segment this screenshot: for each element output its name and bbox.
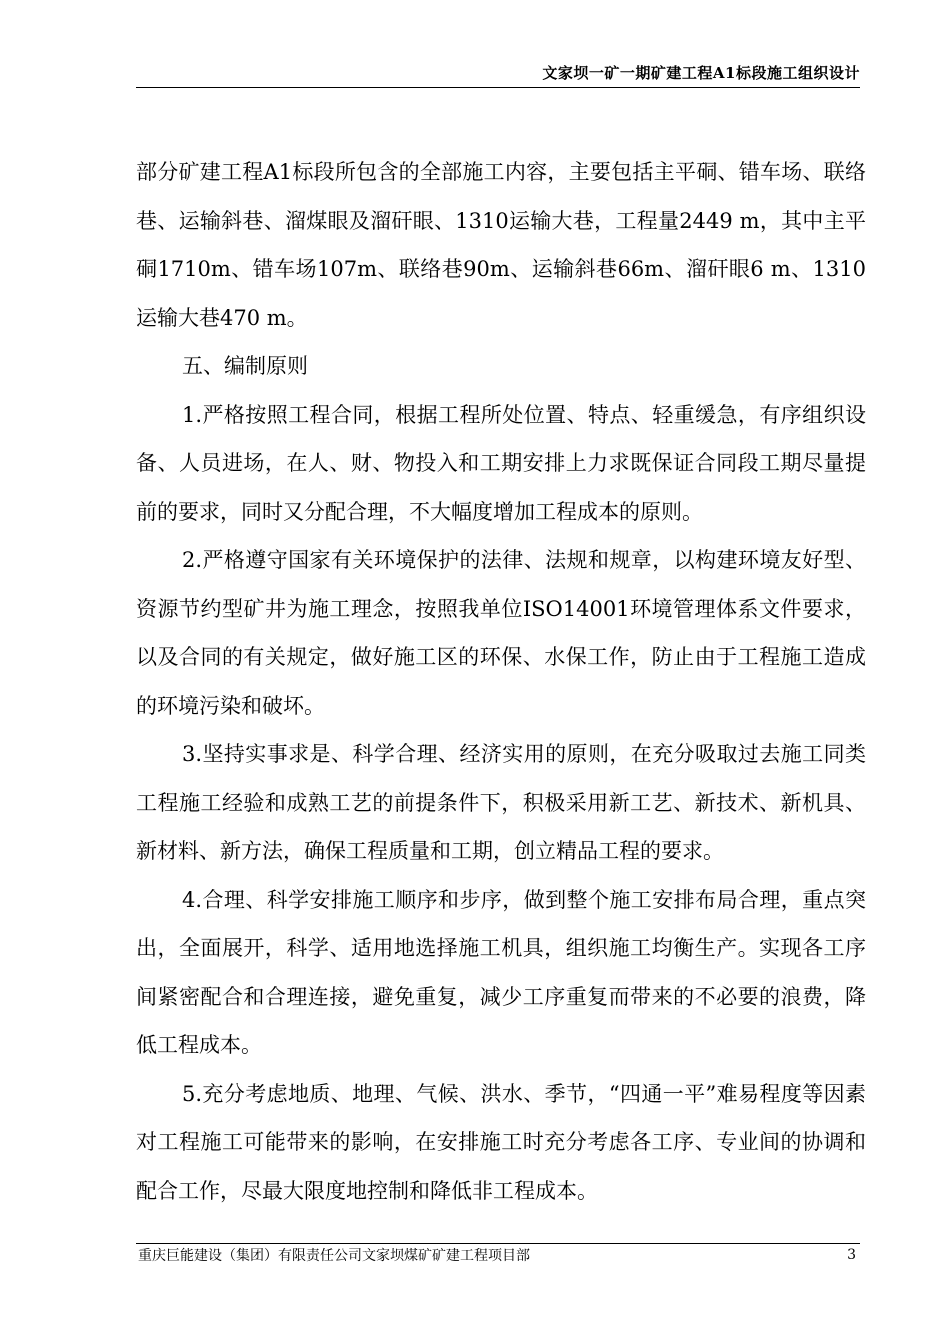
document-body xyxy=(136,148,866,1215)
principle-1: 1.严格按照工程合同，根据工程所处位置、特点、轻重缓急，有序组织设备、人员进场，在人、财、物投入和工期安排上力求既保证合同段工期尽量提前的要求，同时又分配合理，不大幅度增加工程成本的原则。 xyxy=(136,402,866,524)
page-number: 3 xyxy=(847,1247,856,1263)
principle-2: 2.严格遵守国家有关环境保护的法律、法规和规章，以构建环境友好型、资源节约型矿井为施工理念，按照我单位ISO14001环境管理体系文件要求，以及合同的有关规定，做好施工区的环保、水保工作，防止由于工程施工造成的环境污染和破坏。 xyxy=(136,548,866,718)
principle-5: 5.充分考虑地质、地理、气候、洪水、季节，“四通一平”难易程度等因素对工程施工可能带来的影响，在安排施工时充分考虑各工序、专业间的协调和配合工作，尽最大限度地控制和降低非工程成本。 xyxy=(136,1081,866,1203)
footer-rule xyxy=(136,1243,860,1244)
principle-4: 4.合理、科学安排施工顺序和步序，做到整个施工安排布局合理，重点突出，全面展开，科学、适用地选择施工机具，组织施工均衡生产。实现各工序间紧密配合和合理连接，避免重复，减少工序重复而带来的不必要的浪费，降低工程成本。 xyxy=(136,887,866,1057)
document-title: 文家坝一矿一期矿建工程A1标段施工组织设计 xyxy=(542,64,860,82)
footer-organization: 重庆巨能建设（集团）有限责任公司文家坝煤矿矿建工程项目部 xyxy=(138,1248,530,1264)
section-heading: 五、编制原则 xyxy=(182,354,308,378)
header-rule xyxy=(136,87,860,88)
principle-3: 3.坚持实事求是、科学合理、经济实用的原则，在充分吸取过去施工同类工程施工经验和成熟工艺的前提条件下，积极采用新工艺、新技术、新机具、新材料、新方法，确保工程质量和工期，创立精品工程的要求。 xyxy=(136,742,866,863)
continuation-paragraph: 部分矿建工程A1标段所包含的全部施工内容，主要包括主平硐、错车场、联络巷、运输斜巷、溜煤眼及溜矸眼、1310运输大巷，工程量2449 m，其中主平硐1710m、错车场107m、联络巷90m、运输斜巷66m、溜矸眼6 m、1310运输大巷470 m。 xyxy=(136,160,866,330)
page-footer xyxy=(136,1243,860,1273)
page-header xyxy=(136,62,860,88)
